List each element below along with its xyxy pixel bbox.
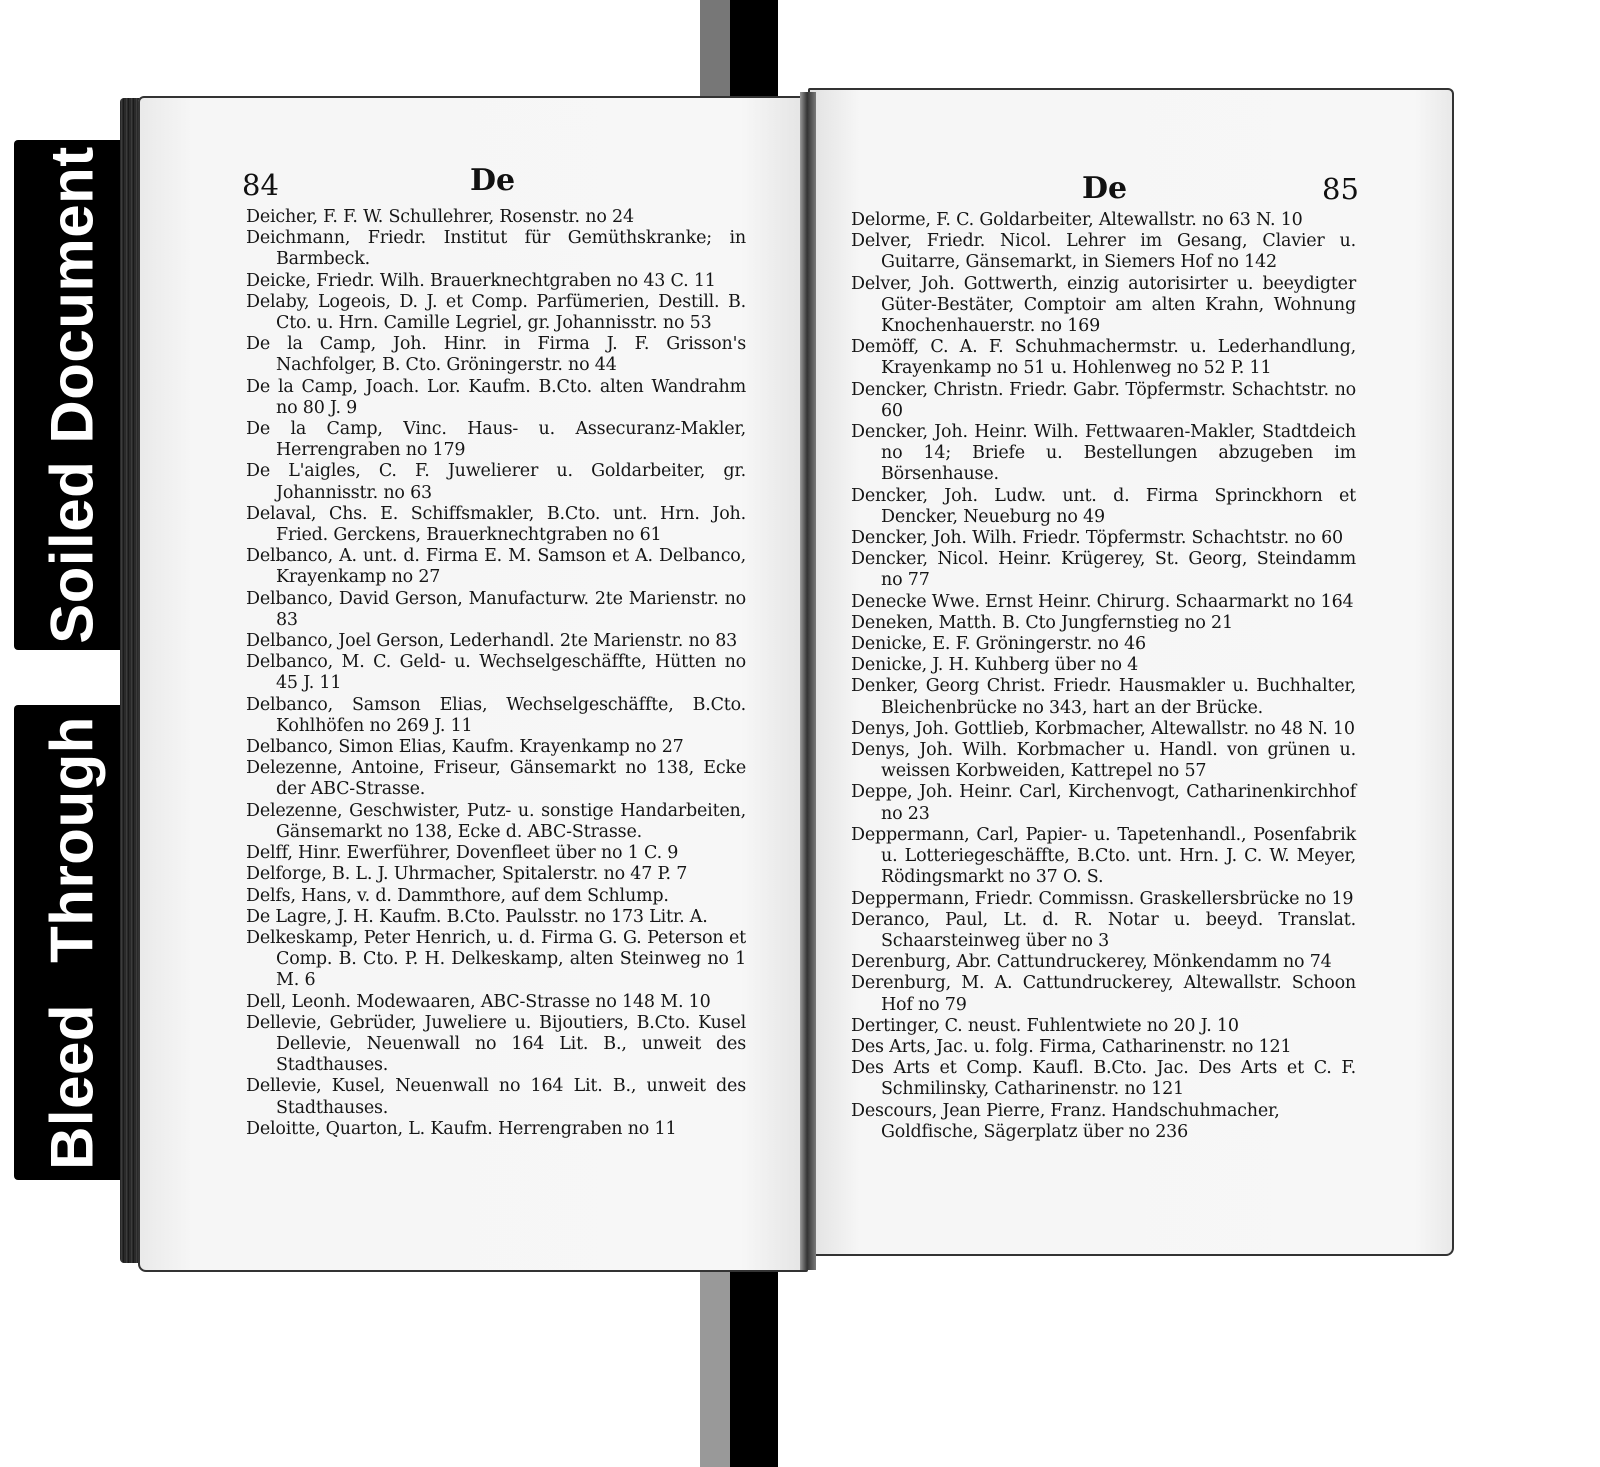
directory-entry: Dell, Leonh. Modewaaren, ABC-Strasse no 148 M. 10 [246, 991, 711, 1012]
directory-entry: Delbanco, A. unt. d. Firma E. M. Samson et A. Delbanco, Krayenkamp no 27 [246, 546, 746, 588]
directory-entry: Delff, Hinr. Ewerführer, Dovenfleet über no 1 C. 9 [246, 843, 679, 864]
strap-shadow-bottom [700, 1262, 730, 1467]
directory-entry: Delfs, Hans, v. d. Dammthore, auf dem Schlump. [246, 885, 669, 906]
left-page-number: 84 [242, 168, 279, 202]
right-page-headword: De [1082, 171, 1128, 206]
book-page-edges [120, 98, 140, 1263]
directory-entry: Delbanco, M. C. Geld- u. Wechselgeschäffte, Hütten no 45 J. 11 [246, 652, 746, 694]
directory-entry: Dencker, Nicol. Heinr. Krügerey, St. Georg, Steindamm no 77 [851, 549, 1356, 591]
directory-entry: Delaby, Logeois, D. J. et Comp. Parfümerien, Destill. B. Cto. u. Hrn. Camille Legriel, gr. Johannisstr. no 53 [246, 291, 746, 334]
directory-entry: Denicke, J. H. Kuhberg über no 4 [851, 655, 1139, 676]
book-gutter [800, 92, 816, 1270]
left-page-entries [246, 207, 746, 1140]
directory-entry: Derenburg, Abr. Cattundruckerey, Mönkendamm no 74 [851, 952, 1332, 973]
directory-entry: Dencker, Joh. Ludw. unt. d. Firma Sprinckhorn et Dencker, Neueburg no 49 [851, 485, 1356, 527]
directory-entry: Dencker, Joh. Wilh. Friedr. Töpfermstr. Schachtstr. no 60 [851, 528, 1343, 549]
directory-entry: Delbanco, Joel Gerson, Lederhandl. 2te Marienstr. no 83 [246, 631, 738, 652]
directory-entry: Des Arts, Jac. u. folg. Firma, Catharinenstr. no 121 [851, 1036, 1292, 1057]
right-page-number: 85 [1322, 172, 1359, 206]
directory-entry: Deloitte, Quarton, L. Kaufm. Herrengraben no 11 [246, 1118, 677, 1139]
directory-entry: Delver, Friedr. Nicol. Lehrer im Gesang, Clavier u. Guitarre, Gänsemarkt, in Siemers Hof no 142 [851, 231, 1356, 273]
directory-entry: Deicher, F. F. W. Schullehrer, Rosenstr. no 24 [246, 207, 634, 227]
directory-entry: Demöff, C. A. F. Schuhmachermstr. u. Lederhandlung, Krayenkamp no 51 u. Hohlenweg no 52 P. 11 [851, 337, 1356, 379]
binding-strap-bottom [730, 1262, 778, 1467]
directory-entry: De Lagre, J. H. Kaufm. B.Cto. Paulsstr. no 173 Litr. A. [246, 906, 708, 927]
directory-entry: Delbanco, Samson Elias, Wechselgeschäffte, B.Cto. Kohlhöfen no 269 J. 11 [246, 694, 746, 736]
directory-entry: De la Camp, Joach. Lor. Kaufm. B.Cto. alten Wandrahm no 80 J. 9 [246, 376, 746, 418]
directory-entry: Dencker, Joh. Heinr. Wilh. Fettwaaren-Makler, Stadtdeich no 14; Briefe u. Bestellungen abzugeben im Börsenhause. [851, 422, 1356, 485]
directory-entry: Delkeskamp, Peter Henrich, u. d. Firma G. G. Peterson et Comp. B. Cto. P. H. Delkeskamp, alten Steinweg no 1 M. 6 [246, 927, 746, 991]
directory-entry: De L'aigles, C. F. Juwelierer u. Goldarbeiter, gr. Johannisstr. no 63 [246, 461, 746, 503]
directory-entry: Delver, Joh. Gottwerth, einzig autorisirter u. beeydigter Güter-Bestäter, Comptoir am alten Krahn, Wohnung Knochenhauerstr. no 169 [851, 273, 1356, 337]
directory-entry: Dencker, Christn. Friedr. Gabr. Töpfermstr. Schachtstr. no 60 [851, 379, 1356, 421]
directory-entry: Delforge, B. L. J. Uhrmacher, Spitalerstr. no 47 P. 7 [246, 864, 688, 885]
directory-entry: Denker, Georg Christ. Friedr. Hausmakler u. Buchhalter, Bleichenbrücke no 343, hart an der Brücke. [851, 676, 1356, 718]
soiled-document-text: Soiled Document [38, 146, 106, 644]
directory-entry: Delezenne, Geschwister, Putz- u. sonstige Handarbeiten, Gänsemarkt no 138, Ecke d. ABC-Strasse. [246, 800, 746, 842]
directory-entry: Delbanco, Simon Elias, Kaufm. Krayenkamp no 27 [246, 737, 684, 758]
directory-entry: Delorme, F. C. Goldarbeiter, Altewallstr. no 63 N. 10 [851, 210, 1303, 230]
left-page-headword: De [470, 163, 516, 198]
bleed-through-label [14, 705, 130, 1180]
soiled-document-label [14, 140, 130, 650]
directory-entry: Dellevie, Gebrüder, Juweliere u. Bijoutiers, B.Cto. Kusel Dellevie, Neuenwall no 164 Lit. B., unweit des Stadthauses. [246, 1012, 746, 1076]
directory-entry: Dertinger, C. neust. Fuhlentwiete no 20 J. 10 [851, 1015, 1239, 1036]
directory-entry: De la Camp, Joh. Hinr. in Firma J. F. Grisson's Nachfolger, B. Cto. Gröningerstr. no 44 [246, 334, 746, 376]
directory-entry: Deppermann, Friedr. Commissn. Graskellersbrücke no 19 [851, 888, 1354, 909]
directory-entry: Denys, Joh. Wilh. Korbmacher u. Handl. von grünen u. weissen Korbweiden, Kattrepel no 57 [851, 740, 1356, 782]
directory-entry: Deneken, Matth. B. Cto Jungfernstieg no 21 [851, 612, 1233, 633]
directory-entry: Deranco, Paul, Lt. d. R. Notar u. beeyd. Translat. Schaarsteinweg über no 3 [851, 909, 1356, 951]
directory-entry: Des Arts et Comp. Kaufl. B.Cto. Jac. Des Arts et C. F. Schmilinsky, Catharinenstr. no 121 [851, 1058, 1356, 1100]
directory-entry: Descours, Jean Pierre, Franz. Handschuhmacher, Goldfische, Sägerplatz über no 236 [851, 1100, 1280, 1142]
directory-entry: Delezenne, Antoine, Friseur, Gänsemarkt no 138, Ecke der ABC-Strasse. [246, 758, 746, 800]
directory-entry: Deichmann, Friedr. Institut für Gemüthskranke; in Barmbeck. [246, 228, 746, 270]
directory-entry: Denys, Joh. Gottlieb, Korbmacher, Altewallstr. no 48 N. 10 [851, 718, 1355, 739]
directory-entry: Deicke, Friedr. Wilh. Brauerknechtgraben no 43 C. 11 [246, 270, 716, 291]
directory-entry: Deppe, Joh. Heinr. Carl, Kirchenvogt, Catharinenkirchhof no 23 [851, 782, 1356, 824]
right-page-entries [851, 210, 1356, 1143]
directory-entry: Deppermann, Carl, Papier- u. Tapetenhandl., Posenfabrik u. Lotteriegeschäffte, B.Cto. unt. Hrn. J. C. W. Meyer, Rödingsmarkt no 37 O. S. [851, 824, 1356, 888]
directory-entry: Derenburg, M. A. Cattundruckerey, Altewallstr. Schoon Hof no 79 [851, 973, 1356, 1015]
directory-entry: Denecke Wwe. Ernst Heinr. Chirurg. Schaarmarkt no 164 [851, 591, 1354, 612]
directory-entry: Dellevie, Kusel, Neuenwall no 164 Lit. B., unweit des Stadthauses. [246, 1076, 746, 1118]
bleed-through-text: Bleed Through [38, 715, 106, 1170]
directory-entry: Delbanco, David Gerson, Manufacturw. 2te Marienstr. no 83 [246, 588, 746, 630]
directory-entry: Delaval, Chs. E. Schiffsmakler, B.Cto. unt. Hrn. Joh. Fried. Gerckens, Brauerknechtgraben no 61 [246, 503, 746, 546]
directory-entry: Denicke, E. F. Gröningerstr. no 46 [851, 634, 1146, 655]
directory-entry: De la Camp, Vinc. Haus- u. Assecuranz-Makler, Herrengraben no 179 [246, 419, 746, 461]
